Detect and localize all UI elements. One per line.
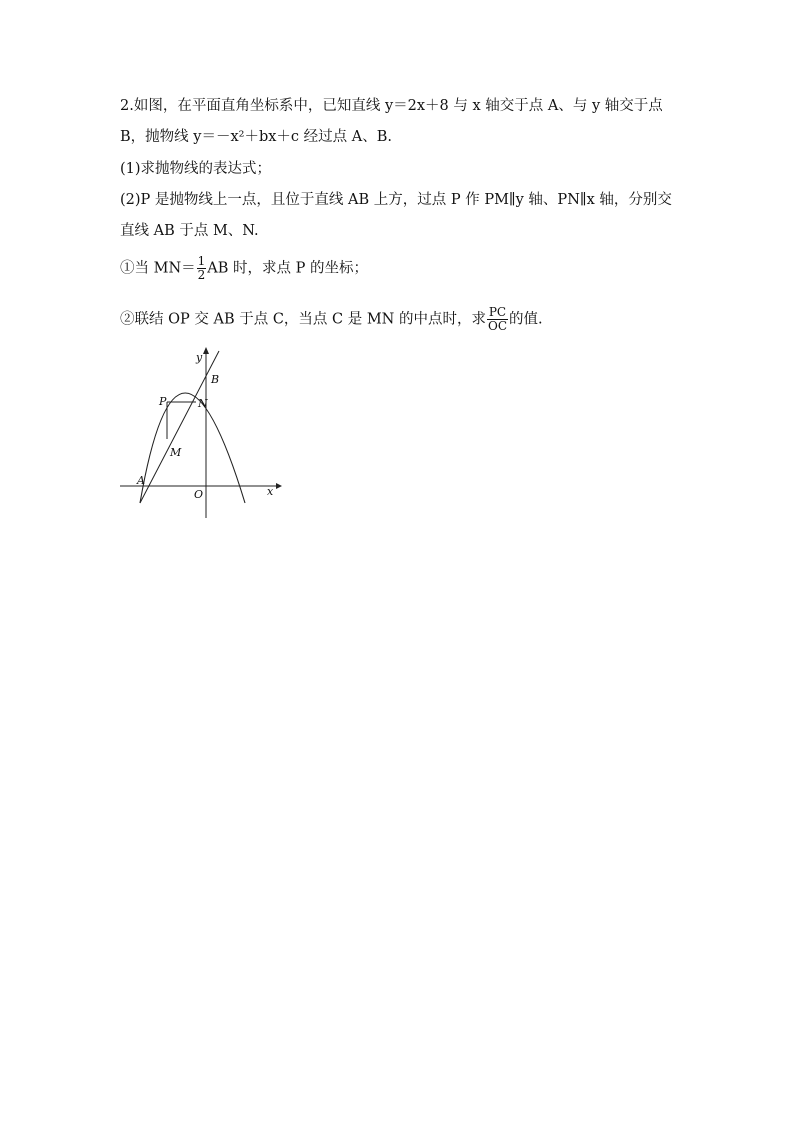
label-point-m: M	[170, 446, 182, 459]
question-2a-suffix: AB 时，求点 P 的坐标；	[207, 260, 369, 277]
fraction-one-half	[197, 255, 207, 282]
question-2b	[120, 306, 543, 333]
label-x-axis: x	[267, 485, 274, 498]
fraction-numerator: 1	[197, 254, 206, 268]
question-2-line-2: 直线 AB 于点 M、N.	[120, 223, 259, 239]
question-1: (1)求抛物线的表达式；	[120, 161, 272, 177]
question-2b-prefix: ②联结 OP 交 AB 于点 C，当点 C 是 MN 的中点时，求	[120, 311, 486, 328]
fraction-denominator: OC	[487, 319, 508, 333]
problem-statement-line-2: B，抛物线 y＝－x²＋bx＋c 经过点 A、B.	[120, 129, 392, 145]
question-2a-prefix: ①当 MN＝	[120, 260, 196, 277]
label-origin: O	[194, 488, 204, 501]
label-point-n: N	[198, 397, 208, 410]
fraction-numerator: PC	[488, 305, 507, 319]
fraction-denominator: 2	[197, 268, 206, 282]
label-point-a: A	[137, 474, 145, 487]
problem-statement-line-1: 2.如图，在平面直角坐标系中，已知直线 y＝2x＋8 与 x 轴交于点 A、与 y 轴交于点	[120, 98, 663, 114]
fraction-pc-over-oc	[487, 306, 508, 333]
x-axis-arrow-icon	[276, 483, 282, 489]
question-2-line-1: (2)P 是抛物线上一点，且位于直线 AB 上方，过点 P 作 PM∥y 轴、PN∥x 轴，分别交	[120, 192, 672, 208]
label-point-b: B	[211, 373, 220, 386]
y-axis-arrow-icon	[203, 347, 209, 354]
label-y-axis: y	[196, 351, 203, 364]
label-point-p: P	[159, 395, 167, 408]
question-2a	[120, 255, 368, 282]
line-ab	[140, 351, 219, 503]
question-2b-suffix: 的值.	[509, 311, 543, 328]
geometry-figure	[118, 343, 283, 523]
